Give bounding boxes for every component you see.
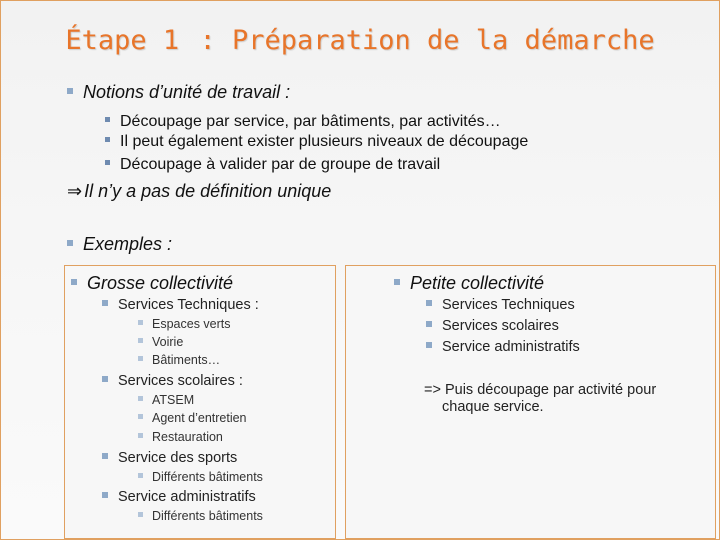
bullet-icon [394,279,400,285]
notions-heading [67,82,290,103]
grosse-group-label [102,489,256,505]
group-label-text: Services scolaires : [118,373,243,389]
petite-item [426,339,580,355]
bullet-icon [138,433,143,438]
bullet-icon [138,320,143,325]
group-label-text: Service des sports [118,450,238,466]
bullet-icon [105,137,110,142]
petite-item-text: Services Techniques [442,297,575,313]
group-label-text: Service administratifs [118,489,256,505]
notions-item-text: Il peut également exister plusieurs niveaux de découpage [120,133,529,150]
grosse-subitem [138,430,223,444]
subitem-text: ATSEM [152,393,195,407]
bullet-icon [138,512,143,517]
bullet-icon [105,117,110,122]
notions-heading-text: Notions d’unité de travail : [83,82,291,102]
grosse-subitem [138,317,231,331]
grosse-subitem [138,393,194,407]
petite-item-text: Services scolaires [442,318,559,334]
title-prefix: Étape 1 [65,25,180,56]
exemples-heading-text: Exemples : [83,234,173,254]
notions-item [105,156,440,174]
grosse-collectivite-box [64,265,336,539]
grosse-group-label [102,297,259,313]
bullet-icon [71,279,77,285]
petite-item [426,318,559,334]
petite-note-line: chaque service. [442,399,544,415]
grosse-group-label [102,373,243,389]
bullet-icon [138,338,143,343]
bullet-icon [138,414,143,419]
bullet-icon [426,321,432,327]
bullet-icon [67,88,73,94]
group-label-text: Services Techniques : [118,297,259,313]
subitem-text: Restauration [152,430,223,444]
title-suffix: : Préparation de la démarche [199,25,655,56]
subitem-text: Espaces verts [152,317,231,331]
grosse-subitem [138,411,247,425]
subitem-text: Bâtiments… [152,353,221,367]
notions-item-text: Découpage par service, par bâtiments, par activités… [120,113,501,130]
bullet-icon [105,160,110,165]
grosse-subitem [138,509,263,523]
subitem-text: Agent d’entretien [152,411,247,425]
slide-title [1,25,719,56]
petite-note-line: => Puis découpage par activité pour [424,382,657,398]
bullet-icon [102,453,108,459]
grosse-subitem [138,335,183,349]
petite-heading-text: Petite collectivité [410,273,545,293]
petite-note [424,382,704,416]
grosse-subitem [138,353,220,367]
bullet-icon [138,473,143,478]
subitem-text: Différents bâtiments [152,470,263,484]
notions-item-text: Découpage à valider par de groupe de travail [120,156,441,173]
grosse-subitem [138,470,263,484]
conclusion-text: Il n’y a pas de définition unique [84,181,332,201]
exemples-heading [67,234,172,255]
notions-item [105,133,528,151]
bullet-icon [102,492,108,498]
implies-arrow-icon: ⇒ [67,181,83,201]
bullet-icon [426,300,432,306]
notions-item [105,113,501,131]
petite-collectivite-box [345,265,716,539]
grosse-heading [71,273,233,294]
bullet-icon [138,396,143,401]
petite-heading [394,273,544,294]
subitem-text: Voirie [152,335,184,349]
bullet-icon [426,342,432,348]
grosse-heading-text: Grosse collectivité [87,273,234,293]
bullet-icon [102,376,108,382]
bullet-icon [138,356,143,361]
grosse-group-label [102,450,237,466]
bullet-icon [102,300,108,306]
petite-item-text: Service administratifs [442,339,580,355]
petite-item [426,297,575,313]
bullet-icon [67,240,73,246]
notions-conclusion [67,181,331,202]
subitem-text: Différents bâtiments [152,509,263,523]
